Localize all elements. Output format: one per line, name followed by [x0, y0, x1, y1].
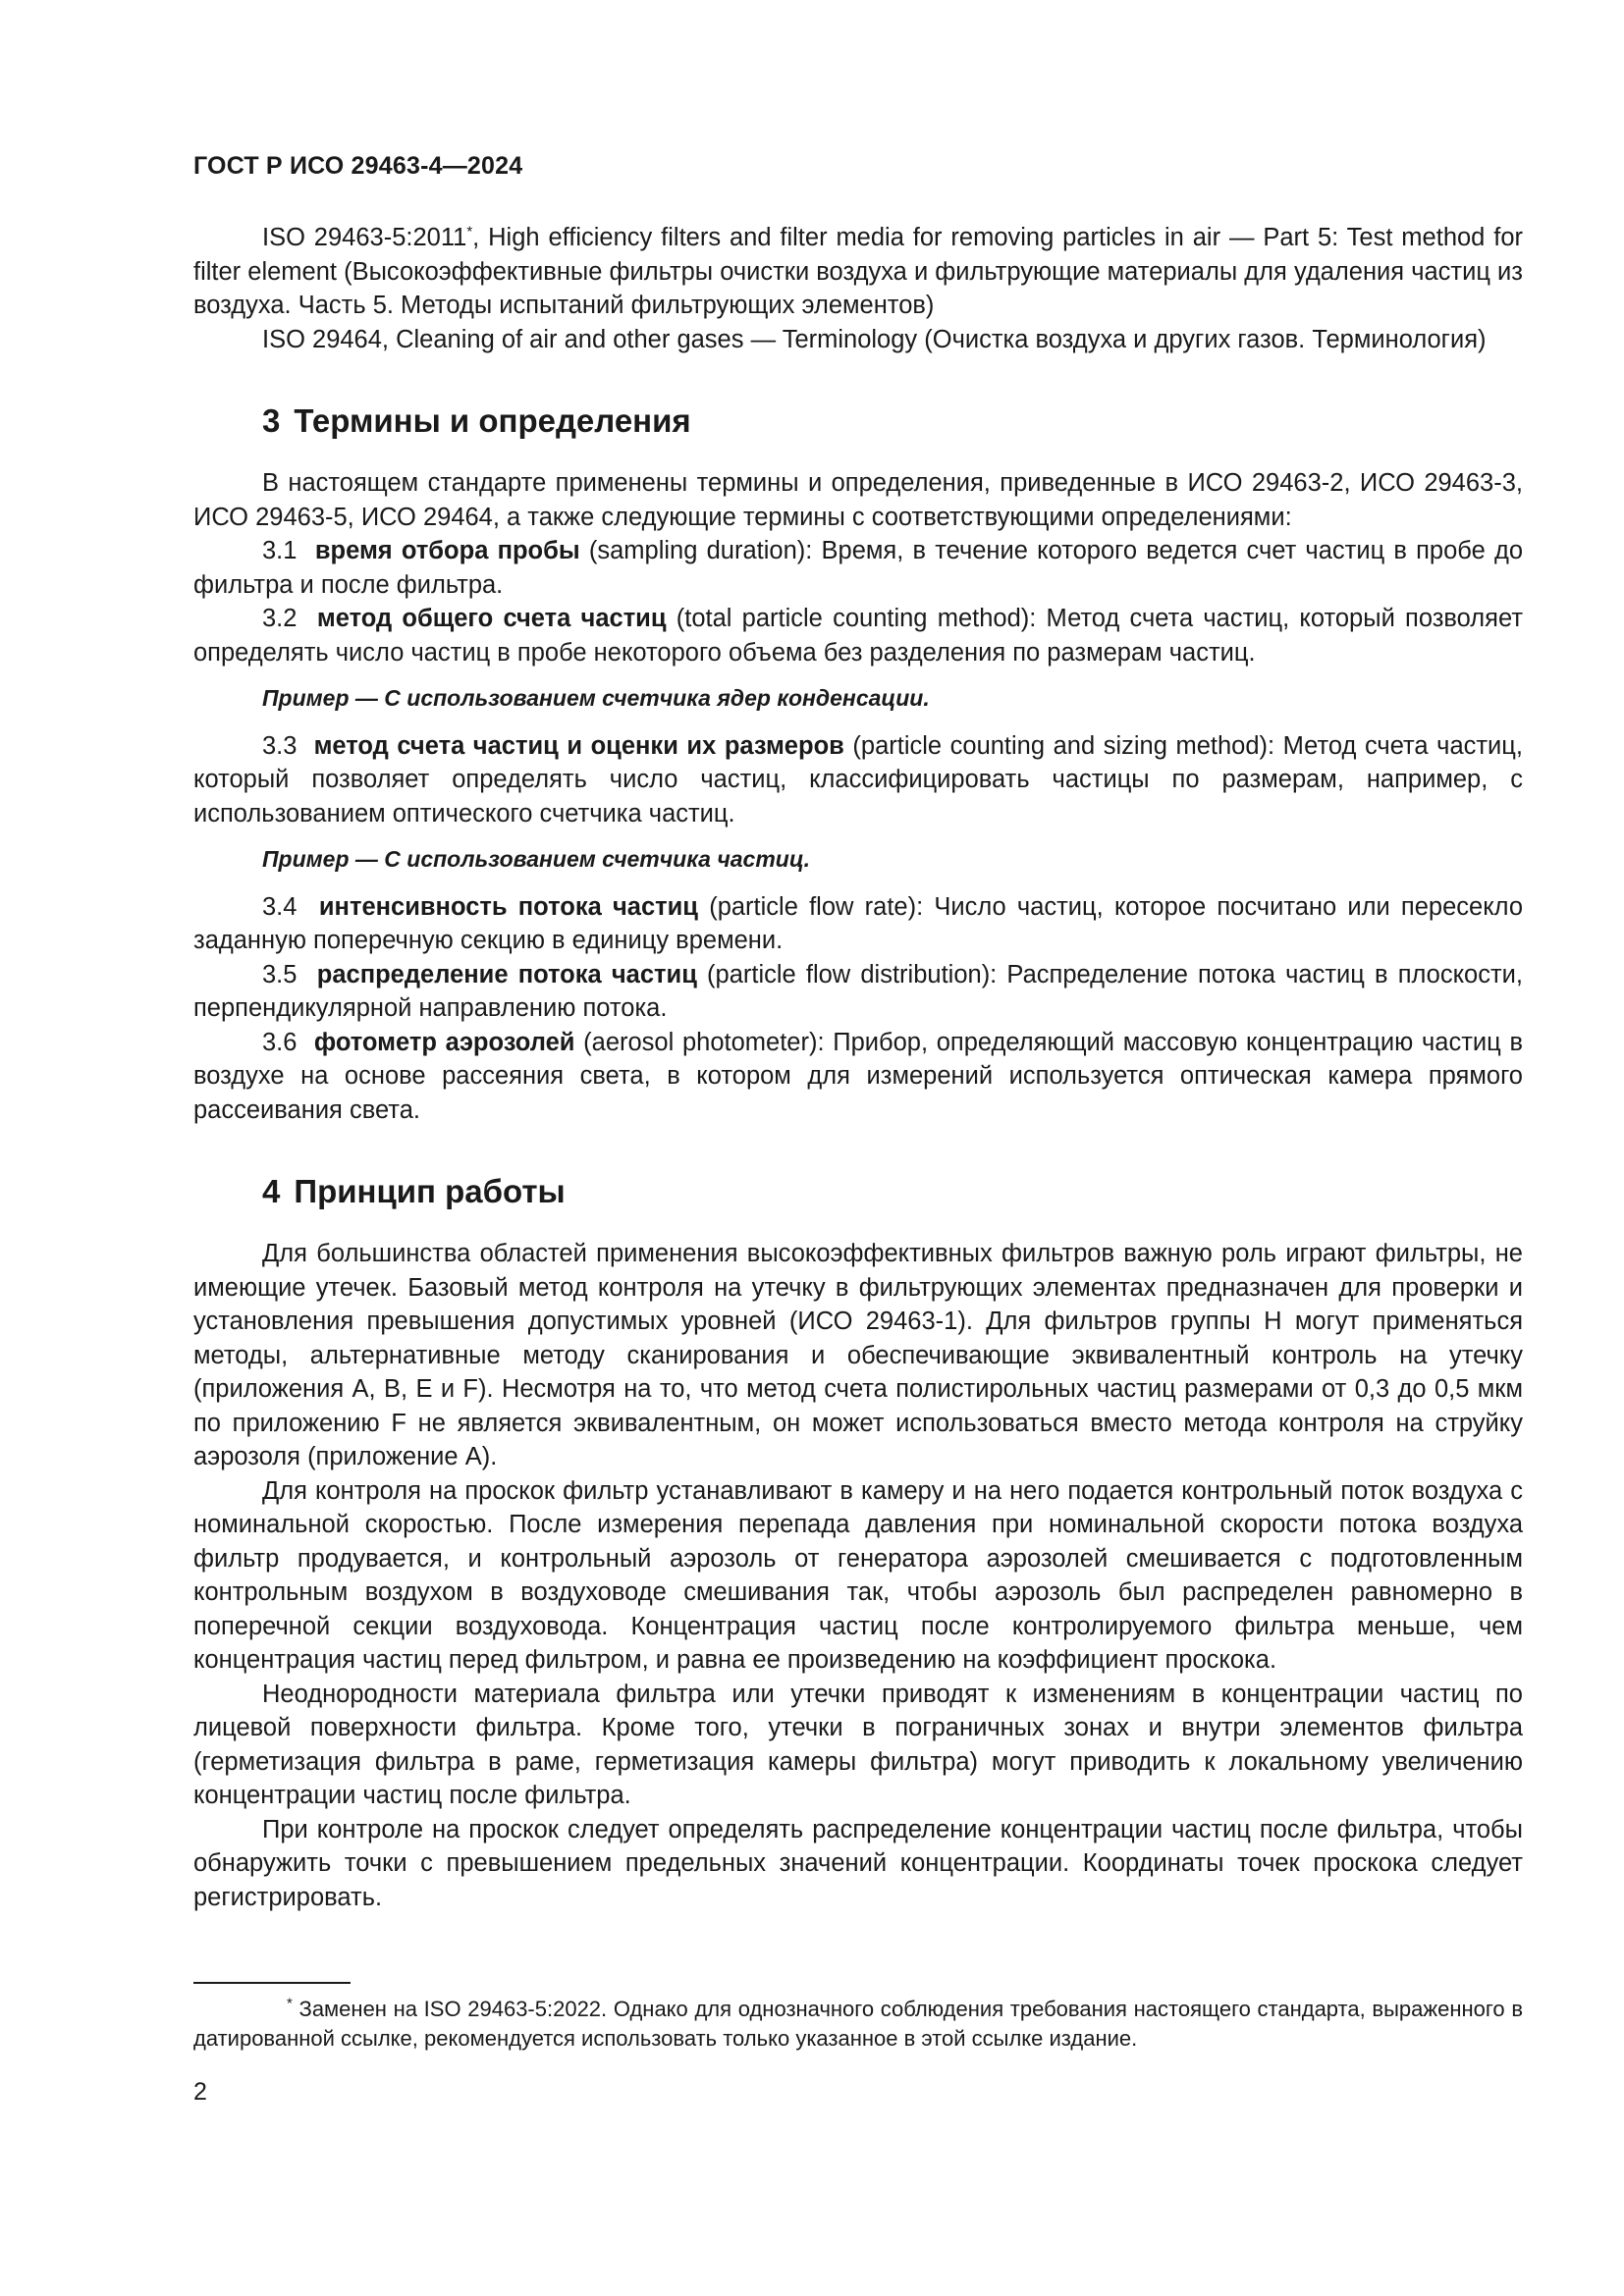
reference-item: ISO 29464, Cleaning of air and other gases — Terminology (Очистка воздуха и других газов. Терминология)	[262, 325, 1487, 353]
page-number: 2	[193, 2078, 207, 2106]
term-name: распределение потока частиц	[316, 960, 697, 988]
term-example: Пример — С использованием счетчика ядер конденсации.	[262, 685, 930, 711]
page-content	[193, 221, 1523, 1914]
reference-item: ISO 29463-5:2011*, High efficiency filters and filter media for removing particles in air — Part 5: Test method for filter element (Высокоэффективные фильтры очистки воздуха и фильтрующие материалы для удаления частиц из воздуха. Часть 5. Методы испытаний фильтрующих элементов)	[193, 223, 1523, 319]
footnote-marker: *	[287, 1995, 293, 2012]
term-name: метод счета частиц и оценки их размеров	[313, 731, 844, 760]
term-name: метод общего счета частиц	[316, 605, 667, 632]
term-definition: 3.2 метод общего счета частиц (total particle counting method): Метод счета частиц, который позволяет определять число частиц в пробе некоторого объема без разделения по размерам частиц.	[193, 605, 1524, 667]
document-header: ГОСТ Р ИСО 29463-4—2024	[193, 152, 523, 180]
term-name: время отбора пробы	[314, 537, 580, 564]
footnote-mark[interactable]: *	[466, 223, 473, 240]
term-definition: 3.5 распределение потока частиц (particle flow distribution): Распределение потока частиц в плоскости, перпендикулярной направлению потока.	[193, 960, 1523, 1022]
section-intro: В настоящем стандарте применены термины и определения, приведенные в ИСО 29463-2, ИСО 29463-3, ИСО 29463-5, ИСО 29464, а также следующие термины с соответствующими определениями:	[193, 469, 1523, 531]
term-definition: 3.6 фотометр аэрозолей (aerosol photometer): Прибор, определяющий массовую концентрацию частиц в воздухе на основе рассеяния света, в котором для измерений используется оптическая камера прямого рассеивания света.	[193, 1028, 1523, 1124]
footnote: * Заменен на ISO 29463-5:2022. Однако для однозначного соблюдения требования настоящего стандарта, выраженного в датированной ссылке, рекомендуется использовать только указанное в этой ссылке издание.	[193, 1995, 1524, 2051]
paragraph: Неоднородности материала фильтра или утечки приводят к изменениям в концентрации частиц по лицевой поверхности фильтра. Кроме того, утечки в пограничных зонах и внутри элементов фильтра (герметизация фильтра в раме, герметизация камеры фильтра) могут приводить к локальному увеличению концентрации частиц после фильтра.	[193, 1680, 1523, 1809]
section-heading: 3 Термины и определения	[262, 402, 691, 439]
term-name: фотометр аэрозолей	[313, 1028, 575, 1056]
term-definition: 3.4 интенсивность потока частиц (particle flow rate): Число частиц, которое посчитано или пересекло заданную поперечную секцию в единицу времени.	[193, 892, 1524, 954]
term-example: Пример — С использованием счетчика частиц.	[262, 846, 811, 872]
section-heading: 4 Принцип работы	[262, 1173, 566, 1209]
term-name: интенсивность потока частиц	[318, 892, 698, 921]
paragraph: Для большинства областей применения высокоэффективных фильтров важную роль играют фильтры, не имеющие утечек. Базовый метод контроля на утечку в фильтрующих элементах предназначен для проверки и установления превышения допустимых уровней (ИСО 29463-1). Для фильтров группы Н могут применяться методы, альтернативные методу сканирования и обеспечивающие эквивалентный контроль на утечку (приложения А, В, Е и F). Несмотря на то, что метод счета полистирольных частиц размерами от 0,3 до 0,5 мкм по приложению F не является эквивалентным, он может использоваться вместо метода контроля на струйку аэрозоля (приложение А).	[193, 1240, 1523, 1470]
paragraph: При контроле на проскок следует определять распределение концентрации частиц после фильтра, чтобы обнаружить точки с превышением предельных значений концентрации. Координаты точек проскока следует регистрировать.	[193, 1815, 1523, 1911]
term-definition: 3.3 метод счета частиц и оценки их размеров (particle counting and sizing method): Метод счета частиц, который позволяет определять число частиц, классифицировать частицы по размерам, например, с использованием оптического счетчика частиц.	[193, 731, 1523, 828]
term-definition: 3.1 время отбора пробы (sampling duration): Время, в течение которого ведется счет частиц в пробе до фильтра и после фильтра.	[193, 537, 1524, 599]
paragraph: Для контроля на проскок фильтр устанавливают в камеру и на него подается контрольный поток воздуха с номинальной скоростью. После измерения перепада давления при номинальной скорости потока воздуха фильтр продувается, и контрольный аэрозоль от генератора аэрозолей смешивается с подготовленным контрольным воздухом в воздуховоде смешивания так, чтобы аэрозоль был распределен равномерно в поперечной секции воздуховода. Концентрация частиц после контролируемого фильтра меньше, чем концентрация частиц перед фильтром, и равна ее произведению на коэффициент проскока.	[193, 1476, 1523, 1674]
footnote-divider	[193, 1982, 351, 1984]
